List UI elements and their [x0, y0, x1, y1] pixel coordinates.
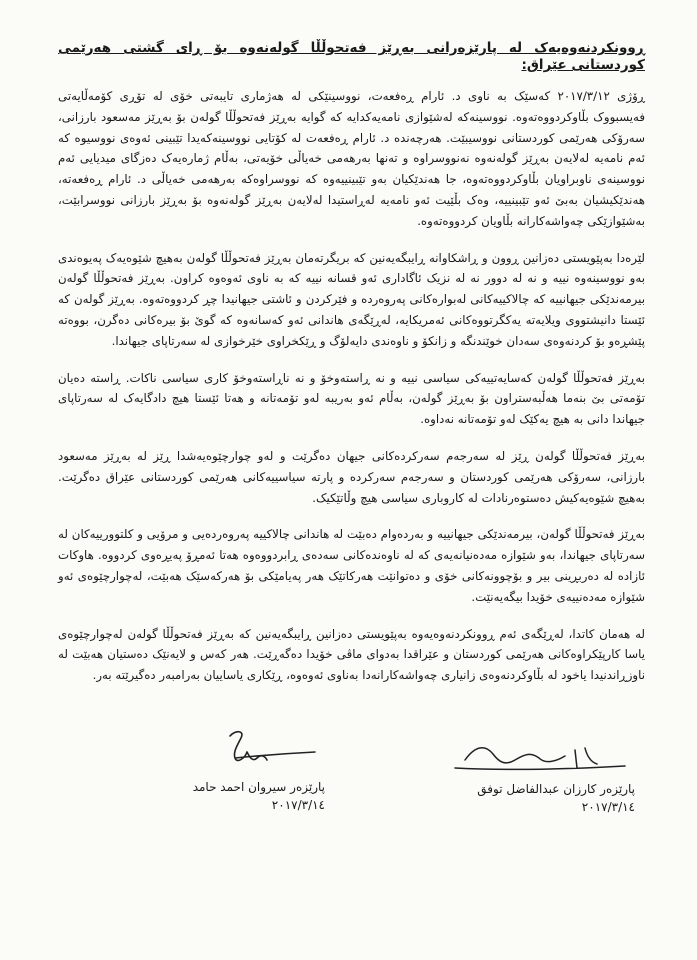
paragraph-2: لێرەدا بەپێویستی دەزانین ڕوون و ڕاشکاوانە ڕایبگەیەنین کە بریگرتەمان بەڕێز فەتحوڵڵا گولەن بەهیچ شێوەیەک پەیوەندی بەو نووسینەوە نییە و نە لە دوور نە لە نزیک ئاگاداری ئەو قسانە نییە کە بە ناوی ئەوەوە کراون. بەڕێز فەتحوڵڵا گولەن بیرمەندێکی جیهانییە کە چالاکییەکانی لەبوارەکانی پەروەردە و فێرکردن و ئاشتی جیهانیدا چڕ کردووەتەوە. بەڕێز گولەن کە ئێستا دانیشتووی ویلایەتە یەکگرتووەکانی ئەمریکایە، لەڕێگەی هاندانی ئەو کەسانەوە کە گوێ بۆ بیرەکانی دەگرن، بووەتە پێشڕەو بۆ کردنەوەی سەدان خوێندنگە و زانکۆ و ناوەندی دایەلۆگ و ڕێکخراوی خێرخوازی لە سەرتاپای جیهاندا. [58, 250, 645, 348]
signature-block-right [375, 740, 635, 816]
handwritten-signature-left [175, 728, 325, 778]
signature-block-left [95, 728, 325, 814]
handwritten-signature-right [435, 740, 635, 780]
letter-title: ڕوونکردنەوەیەک لە پارێزەرانی بەڕێز فەتحوڵڵا گولەنەوە بۆ ڕای گشتی هەرێمی کوردستانی عێراق: [58, 40, 645, 73]
signatory-date-right: ٢٠١٧/٣/١٤ [581, 800, 635, 814]
paragraph-5: بەڕێز فەتحوڵڵا گولەن، بیرمەندێکی جیهانییە و بەردەوام دەبێت لە هاندانی چالاکییە پەروەردەیی و مرۆیی و کلتوورییەکان لە سەرتاپای جیهاندا، بەو شێوازە مەدەنیانەیەی کە لە ناوەندەکانی سەدەی ڕابردووەوە هەتا ئەمڕۆ پەیڕەوی کردووە. هاوکات ئازادە لە دەربڕینی بیر و بۆچوونەکانی خۆی و دەتوانێت هەرکاتێک هەر پەیامێکی بۆ هەرکەسێک هەبێت، لەچوارچێوەی ئەو شێوازە مەدەنییەی خۆیدا بیگەیەنێت. [58, 527, 645, 604]
letter-body [58, 40, 645, 702]
paragraph-6: لە هەمان کاتدا، لەڕێگەی ئەم ڕوونکردنەوەیەوە بەپێویستی دەزانین ڕایبگەیەنین کە بەڕێز فەتحوڵڵا گولەن لەچوارچێوەی یاسا کارپێکراوەکانی هەرێمی کوردستان و عێراقدا بەدوای ماڤی خۆیدا دەگەڕێت. هەر کەس و لایەنێک دەستیان هەبێت لە ناوزڕاندنیدا یاخود لە بڵاوکردنەوەی زانیاری چەواشەکارانەدا بەناوی ئەوەوە، ڕێکاری یاساییان بەرامبەر دەگیرێتە بەر. [58, 626, 645, 683]
paragraph-4: بەڕێز فەتحوڵڵا گولەن ڕێز لە سەرجەم سەرکردەکانی جیهان دەگرێت و لەو چوارچێوەیەشدا ڕێز لە بەڕێز مەسعود بارزانی، سەرۆکی هەرێمی کوردستان و سەرجەم سەرکردە و پارتە سیاسییەکانی هەرێمی کوردستانی عێراق دەگرێت. بەهیچ شێوەیەکیش دەستوەرنادات لە کاروباری سیاسی هیچ وڵاتێکیک. [58, 448, 645, 505]
paragraph-1: ڕۆژی ٢٠١٧/٣/١٢ کەسێک بە ناوی د. ئارام ڕەفعەت، نووسینێکی لە هەژماری تایبەتی خۆی لە تۆڕی کۆمەڵایەتی فەیسبووک بڵاوکردووەتەوە. نووسینەکە لەشێوازی نامەیەکدایە کە گوایە بەڕێز فەتحوڵڵا گولەن بۆ بەڕێز مەسعود بارزانی، سەرۆکی هەرێمی کوردستانی نووسیبێت. هەرچەندە د. ئارام ڕەفعەت لە کۆتایی نووسینەکەیدا تێبینی ئەوەی نووسیوە کە ئەم نامەیە لەلایەن بەڕێز گولەنەوە نەنووسراوە و تەنها بەرهەمی خەیاڵی خۆیەتی، بەڵام ژمارەیەک دەزگای میدیایی ئەم نووسینەی ناوبراویان بڵاوکردووەتەوە، جا هەندێکیان بەو تێبینییەوە کە نووسراوەکە بەرهەمی خەیاڵی د. ئارام ڕەفعەتە، هەندێکیشیان بەبێ ئەو تێبینییە، وەک بڵێیت ئەو نامەیە لەڕاستیدا لەلایەن بەڕێز گولەنەوە بۆ بەڕێز بارزانی نووسرابێت، بەشێوازێکی چەواشەکارانە بڵاویان کردووەتەوە. [58, 89, 645, 228]
signatory-name-left: پارێزەر سیروان احمد حامد [192, 780, 325, 794]
signatory-date-left: ٢٠١٧/٣/١٤ [271, 798, 325, 812]
signatory-name-right: پارێزەر کارزان عبدالفاضل توفق [477, 782, 635, 796]
paragraph-3: بەڕێز فەتحوڵڵا گولەن کەسایەتییەکی سیاسی نییە و نە ڕاستەوخۆ و نە ناڕاستەوخۆ کاری سیاسی ناکات. ڕاستە دەیان تۆمەتی بێ بنەما هەڵبەستراون بۆ بەڕێز گولەن، بەڵام ئەو بەریبە لەو تۆمەتانە و هەتا ئێستا هیچ دادگایەک لە سەرتاپای جیهاندا دانی بە هیچ یەکێک لەو تۆمەتانە نەداوە. [58, 370, 645, 427]
